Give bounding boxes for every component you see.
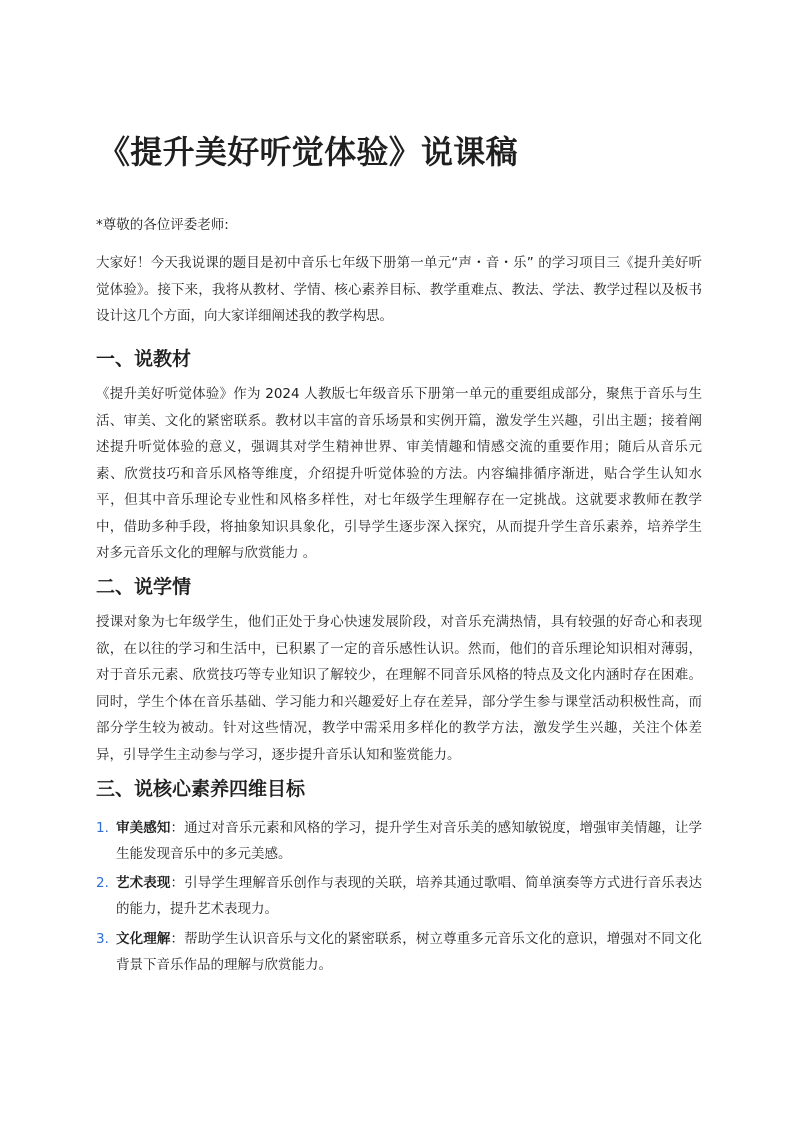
list-separator: ： <box>170 875 185 891</box>
section-heading-textbook: 一、说教材 <box>96 348 192 370</box>
list-item <box>96 870 702 922</box>
greeting: *尊敬的各位评委老师: <box>96 217 229 233</box>
list-number: 3. <box>96 931 109 947</box>
section-heading-students: 二、说学情 <box>96 576 192 598</box>
list-separator: ： <box>170 820 185 836</box>
list-number: 2. <box>96 875 109 891</box>
list-separator: ： <box>170 931 185 947</box>
list-text: 通过对音乐元素和风格的学习，提升学生对音乐美的感知敏锐度，增强审美情趣，让学生能发现音乐中的多元美感。 <box>116 820 703 862</box>
list-item <box>96 926 702 978</box>
list-term: 文化理解 <box>116 931 171 947</box>
page-title: 《提升美好听觉体验》说课稿 <box>98 133 518 171</box>
list-text: 引导学生理解音乐创作与表现的关联，培养其通过歌唱、简单演奏等方式进行音乐表达的能力，提升艺术表现力。 <box>116 875 703 917</box>
section-body-textbook: 《提升美好听觉体验》作为 2024 人教版七年级音乐下册第一单元的重要组成部分，聚焦于音乐与生活、审美、文化的紧密联系。教材以丰富的音乐场景和实例开篇，激发学生兴趣，引出主题；接着阐述提升听觉体验的意义，强调其对学生精神世界、审美情趣和情感交流的重要作用；随后从音乐元素、欣赏技巧和音乐风格等维度，介绍提升听觉体验的方法。内容编排循序渐进，贴合学生认知水平，但其中音乐理论专业性和风格多样性，对七年级学生理解存在一定挑战。这就要求教师在教学中，借助多种手段，将抽象知识具象化，引导学生逐步深入探究，从而提升学生音乐素养，培养学生对多元音乐文化的理解与欣赏能力 。 <box>96 386 702 561</box>
list-item <box>96 815 702 867</box>
intro-paragraph: 大家好！今天我说课的题目是初中音乐七年级下册第一单元“声・音・乐” 的学习项目三《提升美好听觉体验》。接下来，我将从教材、学情、核心素养目标、教学重难点、教法、学法、教学过程以及板书设计这几个方面，向大家详细阐述我的教学构思。 <box>96 255 702 324</box>
list-number: 1. <box>96 820 109 836</box>
section-heading-objectives: 三、说核心素养四维目标 <box>96 778 306 800</box>
list-term: 审美感知 <box>116 820 171 836</box>
section-body-students: 授课对象为七年级学生，他们正处于身心快速发展阶段，对音乐充满热情，具有较强的好奇心和表现欲，在以往的学习和生活中，已积累了一定的音乐感性认识。然而，他们的音乐理论知识相对薄弱，对于音乐元素、欣赏技巧等专业知识了解较少，在理解不同音乐风格的特点及文化内涵时存在困难。同时，学生个体在音乐基础、学习能力和兴趣爱好上存在差异，部分学生参与课堂活动积极性高，而部分学生较为被动。针对这些情况，教学中需采用多样化的教学方法，激发学生兴趣，关注个体差异，引导学生主动参与学习，逐步提升音乐认知和鉴赏能力。 <box>96 614 702 763</box>
list-term: 艺术表现 <box>116 875 171 891</box>
list-text: 帮助学生认识音乐与文化的紧密联系，树立尊重多元音乐文化的意识，增强对不同文化背景下音乐作品的理解与欣赏能力。 <box>116 931 703 973</box>
